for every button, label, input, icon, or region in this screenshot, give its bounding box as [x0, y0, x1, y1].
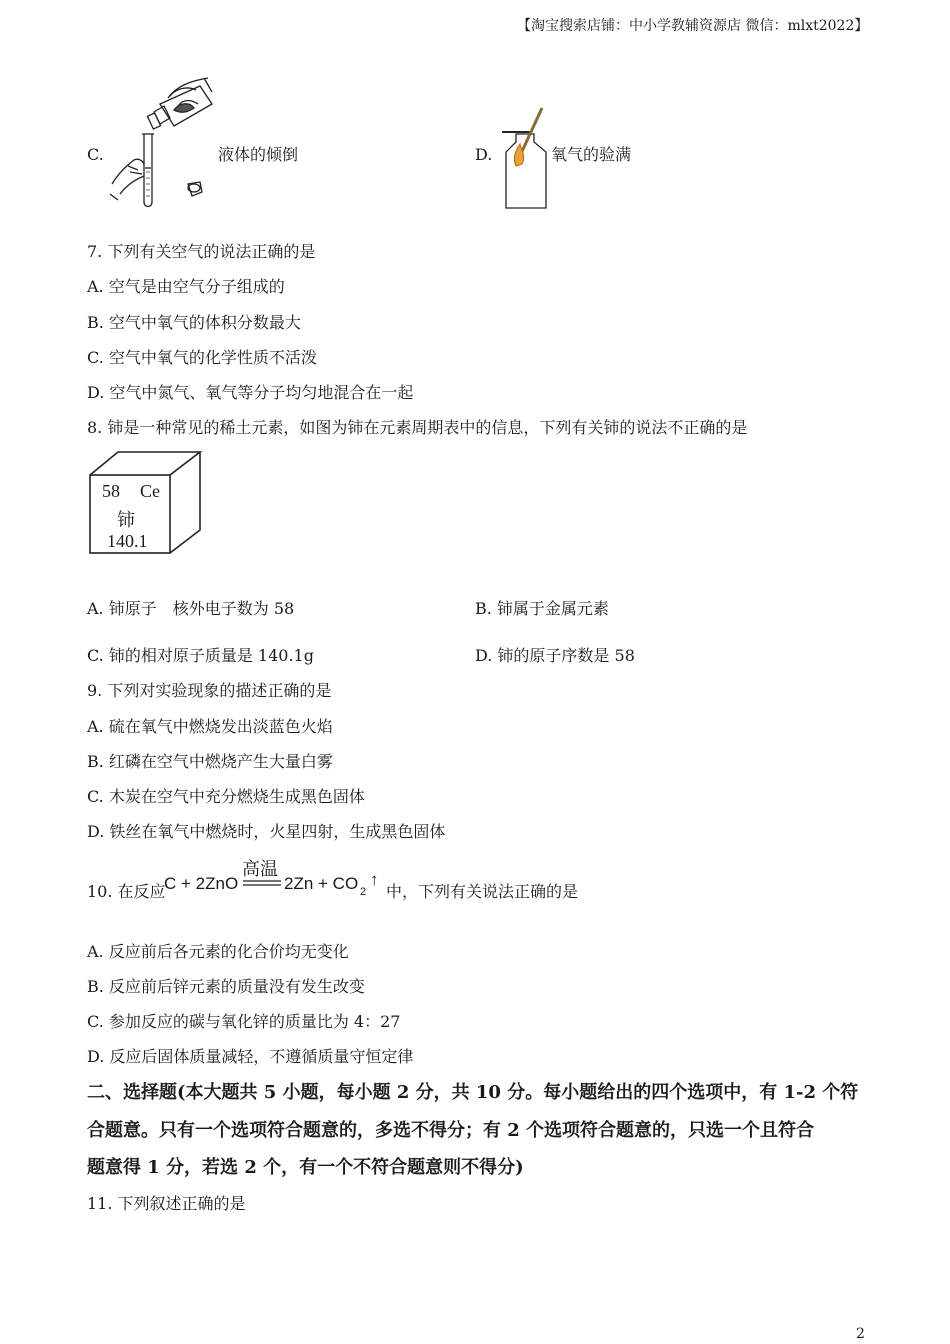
q8-option-c: C. 铈的相对原子质量是 140.1g: [87, 646, 314, 665]
equation-equals: [243, 878, 283, 888]
q10-option-a: A. 反应前后各元素的化合价均无变化: [87, 942, 349, 961]
q8-stem: 8. 铈是一种常见的稀土元素，如图为铈在元素周期表中的信息，下列有关铈的说法不正确的是: [87, 418, 748, 437]
q9-option-b: B. 红磷在空气中燃烧产生大量白雾: [87, 752, 333, 771]
page-number: 2: [856, 1326, 865, 1342]
equation-lhs: C + 2ZnO: [164, 874, 239, 893]
option-d-text: 氧气的验满: [551, 145, 632, 164]
element-name: 铈: [117, 510, 135, 531]
q9-option-a: A. 硫在氧气中燃烧发出淡蓝色火焰: [87, 717, 333, 736]
section2-line2: 合题意。只有一个选项符合题意的，多选不得分；有 2 个选项符合题意的，只选一个且符合: [87, 1120, 815, 1141]
element-symbol: Ce: [140, 481, 160, 501]
q10-stem-suffix: 中，下列有关说法正确的是: [386, 882, 579, 901]
q9-option-d: D. 铁丝在氧气中燃烧时，火星四射，生成黑色固体: [87, 822, 446, 841]
element-number: 58: [102, 481, 120, 501]
q9-stem: 9. 下列对实验现象的描述正确的是: [87, 681, 332, 700]
option-c-label: C.: [87, 145, 104, 164]
q10-option-c: C. 参加反应的碳与氧化锌的质量比为 4：27: [87, 1012, 401, 1031]
liquid-pouring-illustration: [108, 76, 223, 212]
q8-option-d: D. 铈的原子序数是 58: [475, 646, 635, 665]
q7-option-c: C. 空气中氧气的化学性质不活泼: [87, 348, 317, 367]
section2-line1: 二、选择题(本大题共 5 小题，每小题 2 分，共 10 分。每小题给出的四个选项中，有 1-2 个符: [87, 1082, 859, 1103]
gas-arrow-icon: ↑: [370, 870, 379, 889]
q7-option-b: B. 空气中氧气的体积分数最大: [87, 313, 301, 332]
q7-option-d: D. 空气中氮气、氧气等分子均匀地混合在一起: [87, 383, 414, 402]
q9-option-c: C. 木炭在空气中充分燃烧生成黑色固体: [87, 787, 365, 806]
equation-rhs: 2Zn + CO: [284, 874, 359, 893]
element-mass: 140.1: [107, 531, 148, 551]
oxygen-test-illustration: [498, 104, 554, 210]
q7-stem: 7. 下列有关空气的说法正确的是: [87, 242, 316, 261]
q8-option-b: B. 铈属于金属元素: [475, 599, 609, 618]
q10-stem-prefix: 10. 在反应: [87, 882, 166, 901]
q10-option-b: B. 反应前后锌元素的质量没有发生改变: [87, 977, 365, 996]
equation-subscript: 2: [360, 886, 367, 898]
q8-option-a: A. 铈原子 核外电子数为 58: [87, 599, 295, 618]
page-header: 【淘宝搜索店铺：中小学教辅资源店 微信：mlxt2022】: [517, 18, 869, 34]
equation-condition: 高温: [242, 859, 278, 880]
q7-option-a: A. 空气是由空气分子组成的: [87, 277, 285, 296]
q10-option-d: D. 反应后固体质量减轻，不遵循质量守恒定律: [87, 1047, 414, 1066]
q11-stem: 11. 下列叙述正确的是: [87, 1194, 246, 1213]
option-d-label: D.: [475, 145, 493, 164]
section2-line3: 题意得 1 分，若选 2 个，有一个不符合题意则不得分): [87, 1157, 524, 1178]
option-c-text: 液体的倾倒: [218, 145, 299, 164]
